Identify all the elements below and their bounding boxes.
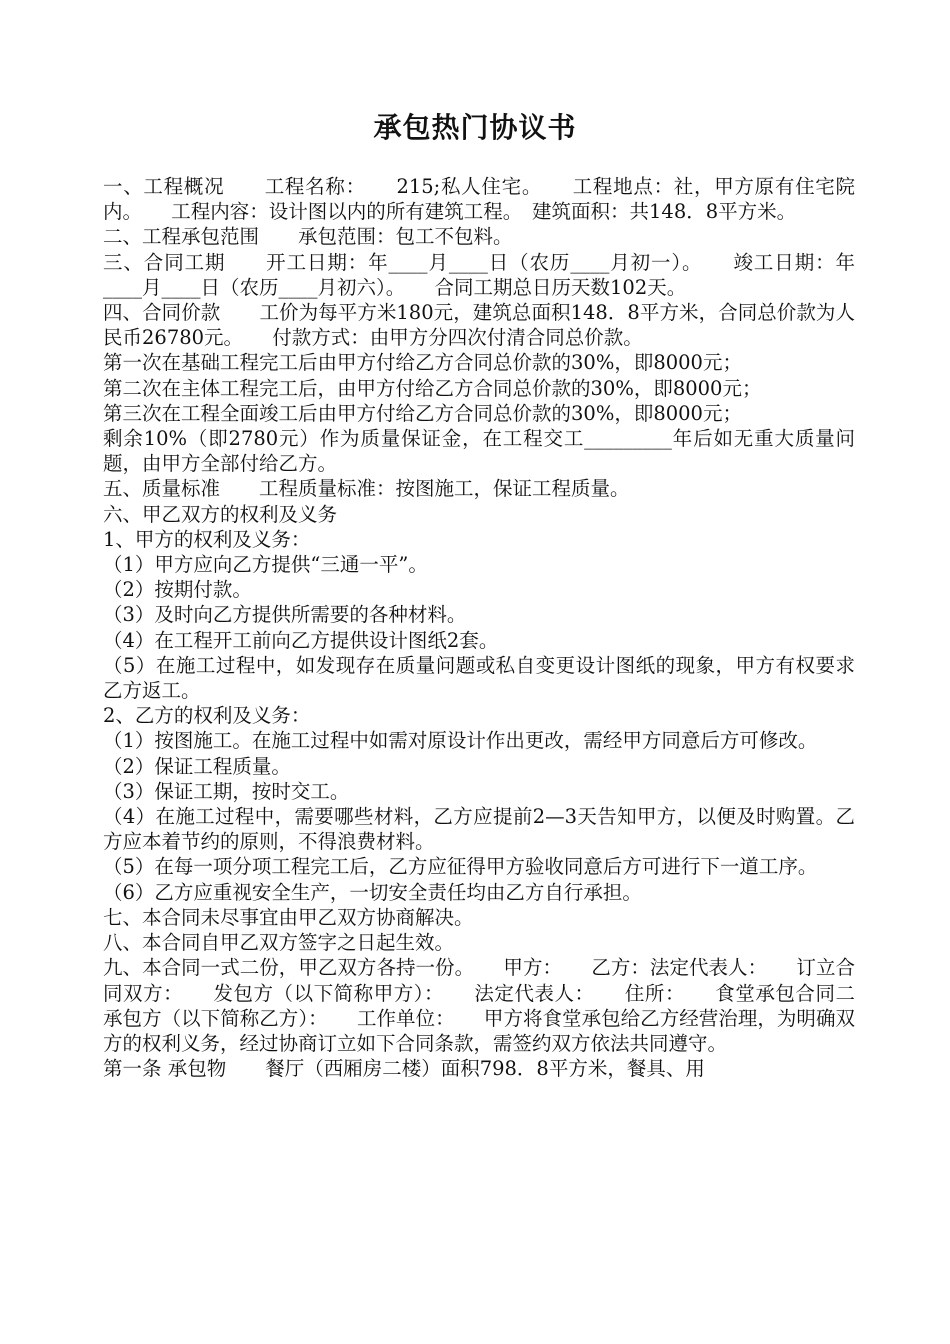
party-a-heading: 1、甲方的权利及义务： — [103, 527, 311, 551]
party-a-item-5: （5）在施工过程中，如发现存在质量问题或私自变更设计图纸的现象，甲方有权要求乙方返工。 — [103, 653, 855, 703]
section-9-copies: 九、本合同一式二份，甲乙双方各持一份。 甲方： 乙方：法定代表人： 订立合同双方： 发包方（以下简称甲方）： 法定代表人： 住所： 食堂承包合同二 承包方（以下简称乙方）： 工作单位： 甲方将食堂承包给乙方经营治理，为明确双方的权利义务，经过协商订立如下合同条款，需签约双方依法共同遵守。 — [103, 956, 895, 1055]
party-b-heading: 2、乙方的权利及义务： — [103, 704, 311, 728]
party-a-item-3: （3）及时向乙方提供所需要的各种材料。 — [103, 603, 467, 627]
document-title: 承包热门协议书 — [373, 111, 577, 144]
payment-remainder: 剩余10%（即2780元）作为质量保证金，在工程交工_________年后如无重大质量问题，由甲方全部付给乙方。 — [103, 427, 855, 476]
section-6-rights: 六、甲乙双方的权利及义务 — [103, 502, 338, 526]
article-1-contracted-object: 第一条 承包物 餐厅（西厢房二楼）面积798．8平方米，餐具、用 — [103, 1057, 705, 1081]
section-7-unresolved: 七、本合同未尽事宜由甲乙双方协商解决。 — [103, 905, 474, 929]
party-b-item-2: （2）保证工程质量。 — [103, 754, 291, 778]
section-2-scope: 二、工程承包范围 承包范围：包工不包料。 — [103, 225, 513, 249]
document-body — [103, 174, 895, 1081]
section-5-quality: 五、质量标准 工程质量标准：按图施工，保证工程质量。 — [103, 477, 630, 501]
party-b-item-3: （3）保证工期，按时交工。 — [103, 779, 350, 803]
payment-third: 第三次在工程全面竣工后由甲方付给乙方合同总价款的30%，即8000元； — [103, 401, 742, 425]
payment-first: 第一次在基础工程完工后由甲方付给乙方合同总价款的30%，即8000元； — [103, 351, 742, 375]
section-3-contract-period: 三、合同工期 开工日期：年____月____日（农历____月初一）。 竣工日期：年____月____日（农历____月初六）。 合同工期总日历天数102天。 — [103, 250, 855, 299]
party-b-item-1: （1）按图施工。在施工过程中如需对原设计作出更改，需经甲方同意后方可修改。 — [103, 729, 818, 753]
party-b-item-5: （5）在每一项分项工程完工后，乙方应征得甲方验收同意后方可进行下一道工序。 — [103, 855, 818, 879]
section-8-effective: 八、本合同自甲乙双方签字之日起生效。 — [103, 931, 455, 955]
party-a-item-2: （2）按期付款。 — [103, 578, 252, 602]
section-1-project-overview: 一、工程概况 工程名称： 215;私人住宅。 工程地点：社，甲方原有住宅院内。 工程内容：设计图以内的所有建筑工程。 建筑面积：共148．8平方米。 — [103, 175, 855, 224]
party-a-item-1: （1）甲方应向乙方提供“三通一平”。 — [103, 553, 428, 577]
payment-second: 第二次在主体工程完工后，由甲方付给乙方合同总价款的30%，即8000元； — [103, 376, 762, 400]
party-b-item-6: （6）乙方应重视安全生产，一切安全责任均由乙方自行承担。 — [103, 880, 642, 904]
party-b-item-4: （4）在施工过程中，需要哪些材料，乙方应提前2—3天告知甲方，以便及时购置。乙方应本着节约的原则，不得浪费材料。 — [103, 805, 855, 854]
party-a-item-4: （4）在工程开工前向乙方提供设计图纸2套。 — [103, 628, 499, 652]
section-4-contract-price: 四、合同价款 工价为每平方米180元，建筑总面积148．8平方米，合同总价款为人民币26780元。 付款方式：由甲方分四次付清合同总价款。 — [103, 301, 855, 350]
